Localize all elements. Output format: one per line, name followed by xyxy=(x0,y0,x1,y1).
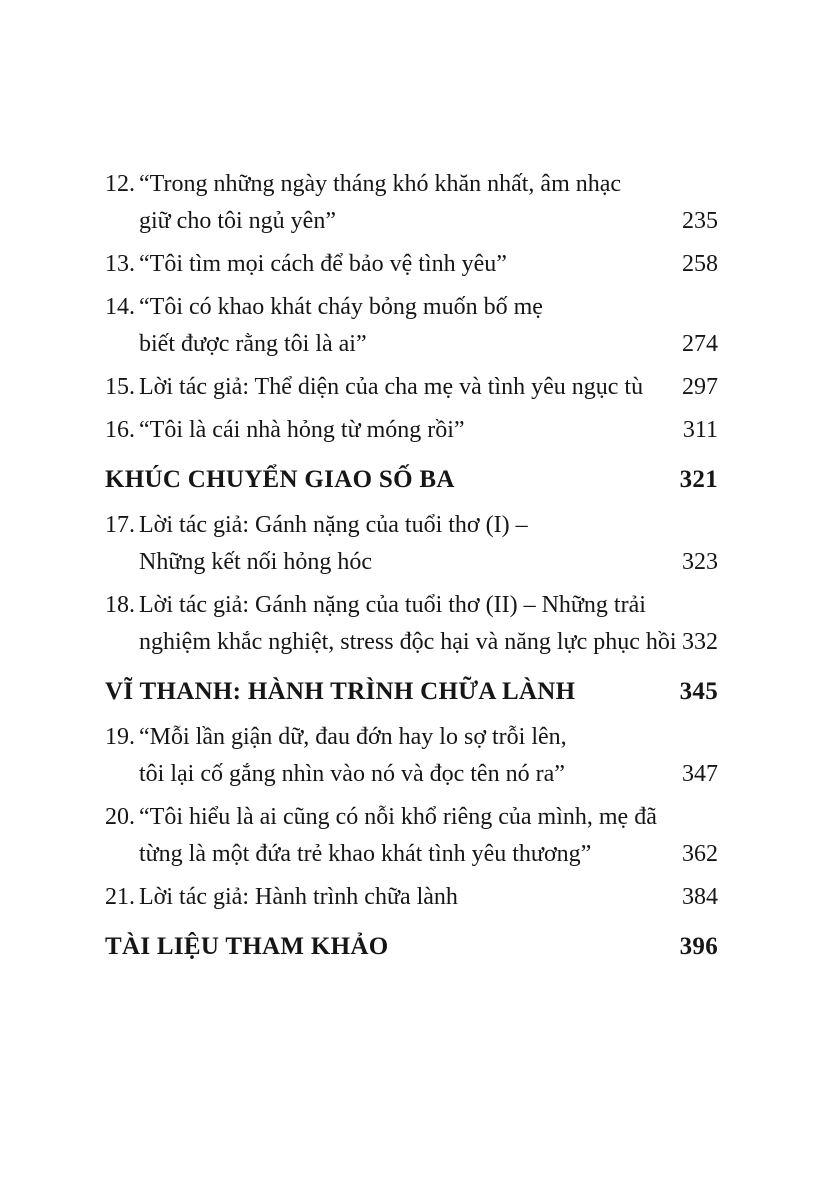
section-header-khuc-chuyen-giao-so-ba xyxy=(105,461,718,498)
entry-number: 13. xyxy=(105,251,135,277)
section-title: TÀI LIỆU THAM KHẢO xyxy=(105,933,389,960)
entry-title-line: Lời tác giả: Gánh nặng của tuổi thơ (II) – Những trải xyxy=(139,592,646,618)
entry-title-line: Những kết nối hỏng hóc xyxy=(139,549,372,575)
entry-title xyxy=(139,289,670,363)
entry-title-line: Lời tác giả: Gánh nặng của tuổi thơ (I) – xyxy=(139,512,528,538)
entry-page-number: 332 xyxy=(682,629,718,655)
entry-number: 12. xyxy=(105,171,135,197)
entry-number: 21. xyxy=(105,884,135,910)
entry-title-line: Lời tác giả: Hành trình chữa lành xyxy=(139,884,458,910)
toc-entry-17 xyxy=(105,507,718,581)
entry-title-line: nghiệm khắc nghiệt, stress độc hại và năng lực phục hồi xyxy=(139,629,677,655)
entry-page-number: 347 xyxy=(682,761,718,787)
entry-page-number: 274 xyxy=(682,331,718,357)
entry-page-number: 384 xyxy=(682,884,718,910)
entry-title xyxy=(139,412,671,449)
section-header-tai-lieu-tham-khao xyxy=(105,928,718,965)
section-title: KHÚC CHUYỂN GIAO SỐ BA xyxy=(105,466,455,493)
entry-number: 17. xyxy=(105,512,135,538)
toc-entry-20 xyxy=(105,799,718,873)
entry-page-number: 258 xyxy=(682,251,718,277)
entry-title-line: “Tôi có khao khát cháy bỏng muốn bố mẹ xyxy=(139,294,543,320)
toc-entry-14 xyxy=(105,289,718,363)
entry-title-line: biết được rằng tôi là ai” xyxy=(139,331,367,357)
toc-entry-12 xyxy=(105,166,718,240)
entry-number: 15. xyxy=(105,374,135,400)
entry-title-line: “Tôi tìm mọi cách để bảo vệ tình yêu” xyxy=(139,251,507,277)
entry-number: 16. xyxy=(105,417,135,443)
entry-page-number: 311 xyxy=(682,417,718,443)
toc-entry-18 xyxy=(105,587,718,661)
entry-title-line: “Tôi là cái nhà hỏng từ móng rồi” xyxy=(139,417,465,443)
entry-title-line: giữ cho tôi ngủ yên” xyxy=(139,208,336,234)
entry-title xyxy=(139,799,670,873)
entry-number: 20. xyxy=(105,804,135,830)
section-page-number: 345 xyxy=(679,678,718,705)
entry-number: 14. xyxy=(105,294,135,320)
entry-title xyxy=(139,587,677,661)
entry-page-number: 362 xyxy=(682,841,718,867)
section-header-vi-thanh xyxy=(105,673,718,710)
entry-number: 19. xyxy=(105,724,135,750)
entry-title-line: “Tôi hiểu là ai cũng có nỗi khổ riêng của mình, mẹ đã xyxy=(139,804,657,830)
entry-page-number: 323 xyxy=(682,549,718,575)
entry-title-line: “Mỗi lần giận dữ, đau đớn hay lo sợ trỗi lên, xyxy=(139,724,567,750)
entry-title-line: Lời tác giả: Thể diện của cha mẹ và tình yêu ngục tù xyxy=(139,374,644,400)
toc-entry-19 xyxy=(105,719,718,793)
entry-title xyxy=(139,166,670,240)
section-page-number: 321 xyxy=(679,466,718,493)
entry-title xyxy=(139,507,670,581)
entry-title-line: tôi lại cố gắng nhìn vào nó và đọc tên nó ra” xyxy=(139,761,565,787)
entry-title xyxy=(139,246,670,283)
toc-entry-13 xyxy=(105,246,718,283)
entry-title-line: từng là một đứa trẻ khao khát tình yêu thương” xyxy=(139,841,592,867)
entry-page-number: 235 xyxy=(682,208,718,234)
entry-title xyxy=(139,879,670,916)
section-title: VĨ THANH: HÀNH TRÌNH CHỮA LÀNH xyxy=(105,678,576,705)
toc-entry-16 xyxy=(105,412,718,449)
entry-title xyxy=(139,719,670,793)
entry-number: 18. xyxy=(105,592,135,618)
entry-title-line: “Trong những ngày tháng khó khăn nhất, âm nhạc xyxy=(139,171,622,197)
entry-title xyxy=(139,369,670,406)
section-page-number: 396 xyxy=(679,933,718,960)
toc-entry-21 xyxy=(105,879,718,916)
entry-page-number: 297 xyxy=(682,374,718,400)
toc-entry-15 xyxy=(105,369,718,406)
